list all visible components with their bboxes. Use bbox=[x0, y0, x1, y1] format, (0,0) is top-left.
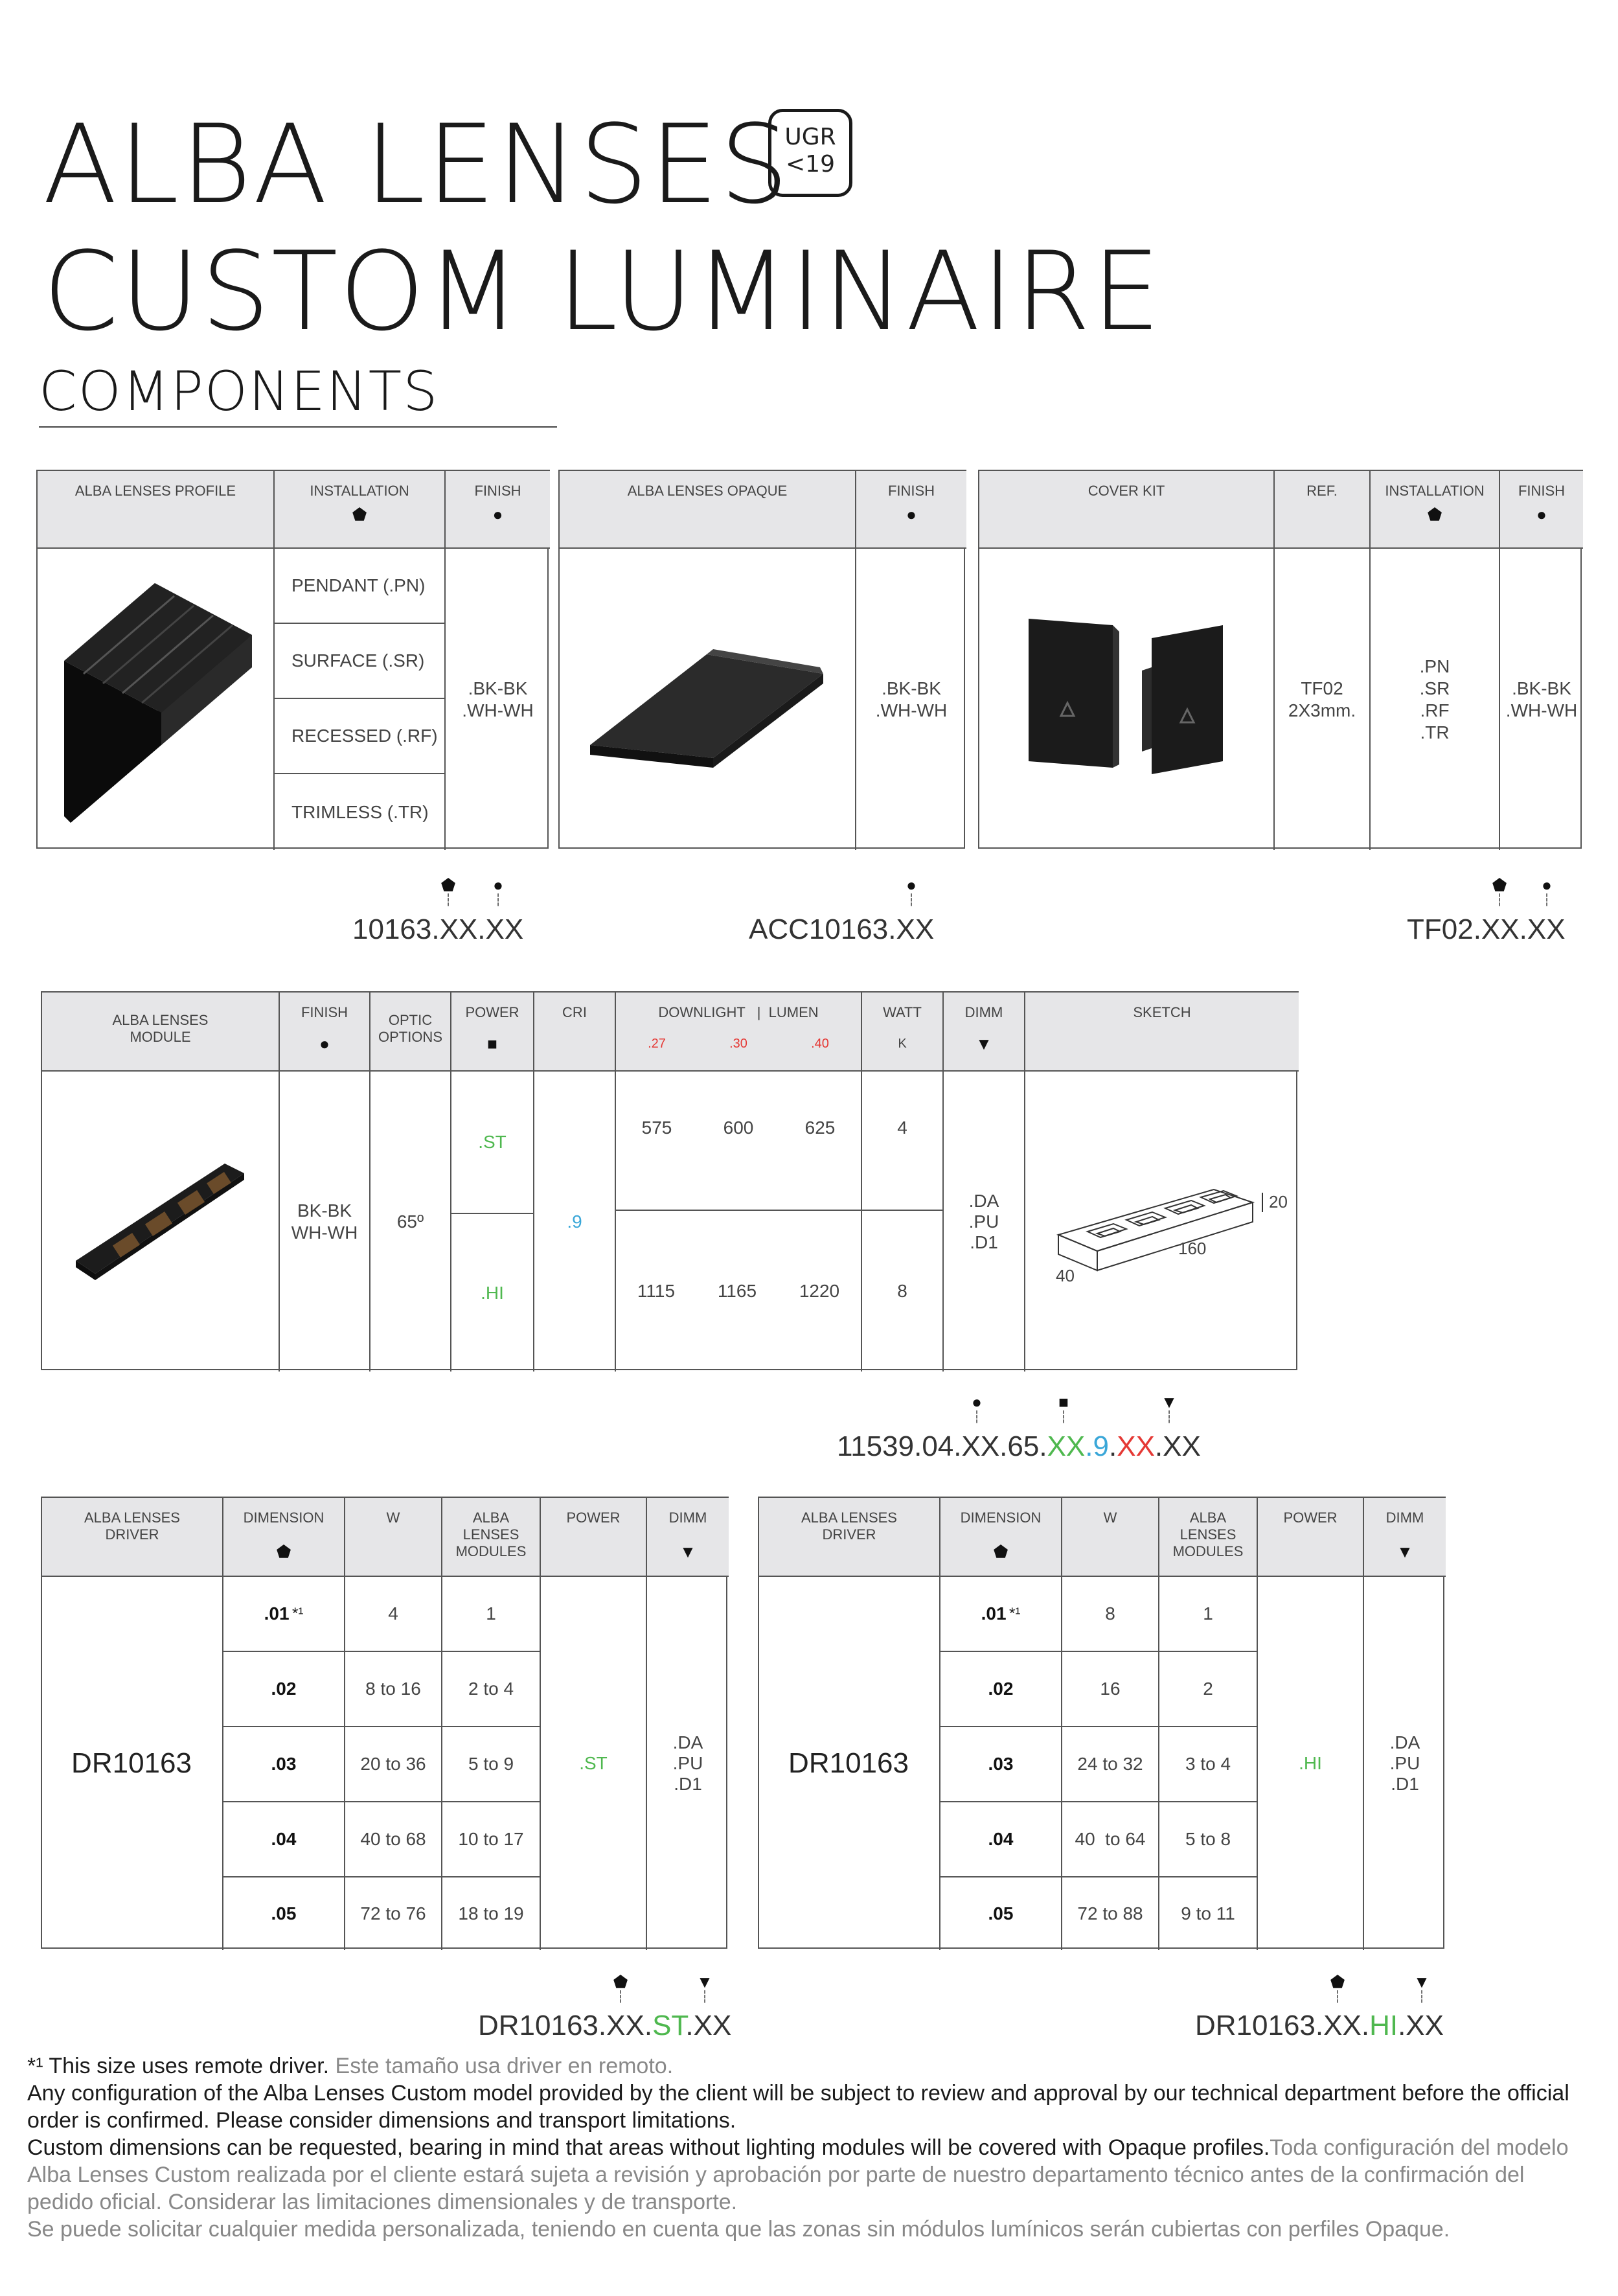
driver-col-label: ALBA LENSES bbox=[84, 1510, 180, 1526]
dimm-code: .D1 bbox=[1391, 1774, 1419, 1794]
custom-note-en: Custom dimensions can be requested, bearing in mind that areas without lighting modules will be covered with Opaque profiles. bbox=[27, 2135, 1270, 2160]
lumen-value: 1115 bbox=[637, 1281, 676, 1301]
finish-option: WH-WH bbox=[291, 1222, 358, 1243]
modules-col-label: ALBA bbox=[1189, 1510, 1227, 1526]
dimension-code: .04 bbox=[988, 1829, 1014, 1849]
driver-st-code bbox=[478, 2010, 731, 2042]
driver-col-header bbox=[758, 1497, 939, 1576]
dimm-code: .D1 bbox=[970, 1232, 998, 1252]
watt-value: 4 bbox=[897, 1118, 907, 1138]
sketch-height-label: 20 bbox=[1269, 1191, 1288, 1211]
driver-modules-cell: 9 to 11 bbox=[1158, 1876, 1257, 1950]
dimension-col-header bbox=[939, 1497, 1061, 1576]
driver-row-04 bbox=[939, 1801, 1061, 1876]
installation-marker: ⬟ ┆ bbox=[440, 875, 456, 906]
ref-col-header bbox=[1273, 470, 1369, 547]
lumen-hi-row bbox=[616, 1280, 861, 1302]
watt-value: 8 bbox=[897, 1281, 907, 1301]
dimm-col-label: DIMM bbox=[668, 1510, 707, 1526]
triangle-icon: ▼ bbox=[679, 1542, 696, 1561]
driver-code-power: ST bbox=[652, 2010, 686, 2041]
driver-w-cell: 40 to 68 bbox=[344, 1801, 441, 1876]
driver-hi-code bbox=[1195, 2010, 1444, 2042]
driver-name: DR10163 bbox=[788, 1747, 909, 1779]
profile-code: 10163.XX.XX bbox=[352, 913, 524, 945]
driver-modules-cell: 3 to 4 bbox=[1158, 1726, 1257, 1801]
driver-w-cell: 20 to 36 bbox=[344, 1726, 441, 1801]
installation-option-pendant: PENDANT (.PN) bbox=[273, 547, 444, 623]
dimension-code: .01 bbox=[981, 1603, 1007, 1624]
finish-option: .BK-BK bbox=[1512, 678, 1571, 698]
profile-table bbox=[36, 470, 549, 849]
installation-col-label: INSTALLATION bbox=[1385, 483, 1485, 499]
installation-code: .RF bbox=[1420, 700, 1450, 720]
finish-option: .WH-WH bbox=[462, 700, 534, 720]
driver-hi-table bbox=[758, 1497, 1444, 1949]
opaque-code: ACC10163.XX bbox=[749, 913, 935, 945]
driver-power-value: .ST bbox=[579, 1753, 608, 1773]
lumen-hi-cell bbox=[615, 1210, 861, 1372]
review-note-en: Any configuration of the Alba Lenses Custom model provided by the client will be subject to review and approval by our technical department before the official order is confirmed. Please consider dimensions and transport limitations. bbox=[27, 2081, 1569, 2133]
finish-option: .BK-BK bbox=[882, 678, 941, 698]
circle-icon: ● bbox=[492, 505, 503, 524]
installation-col-header bbox=[1369, 470, 1499, 547]
driver-modules-cell: 1 bbox=[441, 1576, 540, 1651]
sketch-col-label: SKETCH bbox=[1133, 1004, 1191, 1020]
profile-image-cell bbox=[36, 547, 273, 850]
dimm-code: .DA bbox=[672, 1732, 703, 1752]
dimension-code: .04 bbox=[271, 1829, 297, 1849]
opaque-finish-cell bbox=[855, 547, 966, 850]
finish-option: .BK-BK bbox=[468, 678, 528, 698]
driver-row-03 bbox=[939, 1726, 1061, 1801]
custom-note bbox=[27, 2134, 1595, 2216]
sketch-col-header bbox=[1024, 991, 1299, 1070]
watt-st-cell bbox=[861, 1070, 942, 1210]
dimm-col-header bbox=[646, 1497, 729, 1576]
remote-note-mark: *¹ bbox=[292, 1605, 304, 1622]
modules-col-header bbox=[441, 1497, 540, 1576]
modules-col-label: MODULES bbox=[1172, 1543, 1244, 1559]
dimm-marker: ▼ ┆ bbox=[696, 1972, 713, 2003]
module-code-cri: .9 bbox=[1085, 1430, 1109, 1462]
driver-code-part: .XX bbox=[685, 2010, 732, 2041]
section-subtitle: COMPONENTS bbox=[39, 360, 439, 423]
power-col-header bbox=[540, 1497, 646, 1576]
dimm-col-header bbox=[1363, 1497, 1446, 1576]
remote-driver-note bbox=[27, 2052, 1595, 2080]
driver-w-cell: 24 to 32 bbox=[1061, 1726, 1158, 1801]
module-finish-cell bbox=[279, 1070, 369, 1372]
module-dimm-cell bbox=[942, 1070, 1024, 1372]
installation-code: .TR bbox=[1420, 722, 1450, 742]
dimm-code: .D1 bbox=[674, 1774, 702, 1794]
cover-ref-cell bbox=[1273, 547, 1369, 850]
driver-row-02 bbox=[939, 1651, 1061, 1726]
subtitle-divider bbox=[39, 426, 557, 428]
finish-col-header bbox=[1499, 470, 1583, 547]
driver-modules-cell: 1 bbox=[1158, 1576, 1257, 1651]
driver-name-cell bbox=[758, 1576, 939, 1950]
dimm-marker: ▼ ┆ bbox=[1161, 1392, 1178, 1423]
finish-col-label: FINISH bbox=[1518, 483, 1566, 499]
power-col-label: POWER bbox=[566, 1510, 621, 1526]
modules-col-label: LENSES bbox=[1179, 1526, 1236, 1543]
ref-col-label: REF. bbox=[1306, 483, 1338, 499]
w-col-header bbox=[344, 1497, 441, 1576]
driver-code-part: DR10163.XX. bbox=[478, 2010, 653, 2041]
dimm-col-label: DIMM bbox=[1385, 1510, 1424, 1526]
profile-col-header bbox=[36, 470, 273, 547]
opaque-image bbox=[584, 628, 830, 771]
power-marker: ■ ┆ bbox=[1058, 1392, 1069, 1423]
lumen-value: 600 bbox=[723, 1118, 754, 1138]
lumen-value: 575 bbox=[641, 1118, 672, 1138]
w-col-label: W bbox=[1103, 1510, 1117, 1526]
power-st-value: .ST bbox=[478, 1132, 507, 1152]
optic-value: 65º bbox=[396, 1211, 424, 1232]
driver-power-cell bbox=[1257, 1576, 1363, 1950]
pentagon-icon: ⬟ bbox=[352, 505, 367, 524]
dimm-col-label: DIMM bbox=[964, 1004, 1003, 1020]
lumen-value: 625 bbox=[804, 1118, 836, 1138]
downlight-col-header bbox=[615, 991, 861, 1070]
cover-kit-table bbox=[978, 470, 1582, 849]
dimm-code: .DA bbox=[1389, 1732, 1420, 1752]
finish-marker: ● ┆ bbox=[493, 875, 503, 906]
cover-col-label: COVER KIT bbox=[1088, 483, 1165, 499]
dimm-code: .DA bbox=[968, 1190, 999, 1211]
circle-icon: ● bbox=[1536, 505, 1547, 524]
module-code-part: . bbox=[1108, 1430, 1117, 1462]
cover-installation-cell bbox=[1369, 547, 1499, 850]
driver-modules-cell: 2 bbox=[1158, 1651, 1257, 1726]
ugr-badge bbox=[768, 109, 852, 197]
driver-row-01 bbox=[939, 1576, 1061, 1651]
driver-col-header bbox=[41, 1497, 222, 1576]
installation-option-recessed: RECESSED (.RF) bbox=[273, 698, 444, 773]
footnotes bbox=[27, 2052, 1595, 2243]
driver-code-part: .XX bbox=[1398, 2010, 1444, 2041]
cct-row bbox=[616, 1035, 861, 1052]
profile-finish-cell bbox=[444, 547, 550, 850]
dimension-col-label: DIMENSION bbox=[960, 1510, 1042, 1526]
circle-icon: ● bbox=[906, 505, 917, 524]
power-col-header bbox=[1257, 1497, 1363, 1576]
lumen-st-cell bbox=[615, 1070, 861, 1210]
watt-col-header bbox=[861, 991, 942, 1070]
profile-col-label: ALBA LENSES PROFILE bbox=[74, 483, 236, 499]
ugr-badge-line2: <19 bbox=[786, 151, 835, 178]
driver-w-cell: 40 to 64 bbox=[1061, 1801, 1158, 1876]
pentagon-icon: ⬟ bbox=[276, 1542, 291, 1561]
watt-col-label: WATT bbox=[883, 1004, 922, 1020]
w-col-header bbox=[1061, 1497, 1158, 1576]
module-code-part: 11539.04.XX.65. bbox=[837, 1430, 1047, 1462]
driver-modules-cell: 10 to 17 bbox=[441, 1801, 540, 1876]
remote-note-es: Este tamaño usa driver en remoto. bbox=[335, 2054, 674, 2078]
driver-w-cell: 72 to 88 bbox=[1061, 1876, 1158, 1950]
cri-col-label: CRI bbox=[562, 1004, 587, 1020]
finish-marker: ● ┆ bbox=[906, 875, 917, 906]
dimension-code: .05 bbox=[271, 1903, 297, 1923]
modules-col-label: ALBA bbox=[472, 1510, 510, 1526]
opaque-col-label: ALBA LENSES OPAQUE bbox=[627, 483, 788, 499]
driver-row-03 bbox=[222, 1726, 344, 1801]
lumen-value: 1165 bbox=[717, 1281, 757, 1301]
driver-w-cell: 72 to 76 bbox=[344, 1876, 441, 1950]
cover-ref: TF02 bbox=[1301, 678, 1343, 698]
dimension-col-header bbox=[222, 1497, 344, 1576]
module-col-label: ALBA LENSES bbox=[112, 1012, 209, 1028]
driver-row-02 bbox=[222, 1651, 344, 1726]
opaque-image-cell bbox=[558, 547, 855, 850]
driver-col-label: DRIVER bbox=[822, 1526, 876, 1543]
finish-col-label: FINISH bbox=[301, 1004, 348, 1020]
dimm-code: .PU bbox=[968, 1211, 999, 1232]
opaque-table bbox=[558, 470, 965, 849]
cct-label: .40 bbox=[811, 1037, 829, 1051]
sketch-length-label: 160 bbox=[1178, 1238, 1207, 1258]
modules-col-header bbox=[1158, 1497, 1257, 1576]
finish-col-header bbox=[279, 991, 369, 1070]
power-hi-value: .HI bbox=[481, 1282, 504, 1303]
power-col-header bbox=[450, 991, 533, 1070]
sketch-width-label: 40 bbox=[1056, 1265, 1075, 1285]
cover-kit-image bbox=[1016, 612, 1236, 787]
installation-marker: ⬟ ┆ bbox=[1492, 875, 1507, 906]
driver-power-cell bbox=[540, 1576, 646, 1950]
driver-w-cell: 4 bbox=[344, 1576, 441, 1651]
finish-option: .WH-WH bbox=[1505, 700, 1578, 720]
driver-modules-cell: 18 to 19 bbox=[441, 1876, 540, 1950]
cover-image-cell bbox=[978, 547, 1273, 850]
finish-option: .WH-WH bbox=[875, 700, 948, 720]
opaque-col-header bbox=[558, 470, 855, 547]
driver-modules-cell: 5 to 9 bbox=[441, 1726, 540, 1801]
circle-icon: ● bbox=[319, 1034, 330, 1053]
remote-note-mark: *¹ bbox=[1009, 1605, 1021, 1622]
driver-dimm-cell bbox=[1363, 1576, 1446, 1950]
cover-col-header bbox=[978, 470, 1273, 547]
installation-option-surface: SURFACE (.SR) bbox=[273, 623, 444, 698]
installation-col-header bbox=[273, 470, 444, 547]
dimension-code: .03 bbox=[271, 1754, 297, 1774]
optic-col-label: OPTIC bbox=[388, 1012, 433, 1028]
cover-ref-size: 2X3mm. bbox=[1288, 700, 1356, 720]
finish-marker: ● ┆ bbox=[972, 1392, 982, 1423]
module-col-header bbox=[41, 991, 279, 1070]
dimension-marker: ⬟ ┆ bbox=[1330, 1972, 1345, 2003]
custom-note-es: Se puede solicitar cualquier medida personalizada, teniendo en cuenta que las zonas sin módulos lumínicos serán cubiertas con perfiles Opaque. bbox=[27, 2217, 1450, 2242]
dimm-marker: ▼ ┆ bbox=[1413, 1972, 1430, 2003]
cri-cell bbox=[533, 1070, 615, 1372]
driver-col-label: DRIVER bbox=[105, 1526, 159, 1543]
driver-row-04 bbox=[222, 1801, 344, 1876]
module-optic-cell bbox=[369, 1070, 450, 1372]
remote-note-en: *¹ This size uses remote driver. bbox=[27, 2054, 336, 2078]
dimension-marker: ⬟ ┆ bbox=[613, 1972, 628, 2003]
driver-w-cell: 8 bbox=[1061, 1576, 1158, 1651]
finish-col-header bbox=[444, 470, 550, 547]
cover-finish-cell bbox=[1499, 547, 1583, 850]
module-image bbox=[63, 1151, 257, 1293]
finish-marker: ● ┆ bbox=[1542, 875, 1552, 906]
modules-col-label: LENSES bbox=[462, 1526, 519, 1543]
triangle-icon: ▼ bbox=[1396, 1542, 1413, 1561]
finish-option: BK-BK bbox=[297, 1200, 352, 1221]
driver-st-table bbox=[41, 1497, 727, 1949]
driver-row-01 bbox=[222, 1576, 344, 1651]
module-col-label: MODULE bbox=[130, 1029, 191, 1045]
driver-row-05 bbox=[222, 1876, 344, 1950]
w-col-label: W bbox=[386, 1510, 400, 1526]
driver-modules-cell: 2 to 4 bbox=[441, 1651, 540, 1726]
driver-power-value: .HI bbox=[1299, 1753, 1322, 1773]
module-code bbox=[837, 1430, 1201, 1463]
watt-hi-cell bbox=[861, 1210, 942, 1372]
module-code-part: .XX bbox=[1154, 1430, 1201, 1462]
ugr-badge-line1: UGR bbox=[784, 124, 836, 150]
dimm-code: .PU bbox=[672, 1753, 703, 1773]
dimension-code: .03 bbox=[988, 1754, 1014, 1774]
review-note-es: Toda configuración del modelo Alba Lenses Custom realizada por el cliente estará sujeta a revisión y aprobación por parte de nuestro departamento técnico antes de la confirmación del pedido oficial. Considerar las limitaciones dimensionales y de transporte. bbox=[27, 2135, 1569, 2214]
sketch-cell bbox=[1024, 1070, 1299, 1372]
driver-w-cell: 8 to 16 bbox=[344, 1651, 441, 1726]
cover-code: TF02.XX.XX bbox=[1407, 913, 1566, 945]
dimension-code: .02 bbox=[988, 1679, 1014, 1699]
downlight-col-label: DOWNLIGHT | LUMEN bbox=[658, 1004, 819, 1020]
dimension-code: .01 bbox=[264, 1603, 290, 1624]
dimension-col-label: DIMENSION bbox=[243, 1510, 325, 1526]
installation-code: .SR bbox=[1419, 678, 1450, 698]
module-code-cct: XX bbox=[1117, 1430, 1155, 1462]
driver-w-cell: 16 bbox=[1061, 1651, 1158, 1726]
dimension-code: .02 bbox=[271, 1679, 297, 1699]
dimm-col-header bbox=[942, 991, 1024, 1070]
pentagon-icon: ⬟ bbox=[993, 1542, 1008, 1561]
driver-code-power: HI bbox=[1369, 2010, 1398, 2041]
lumen-st-row bbox=[616, 1117, 861, 1139]
driver-name-cell bbox=[41, 1576, 222, 1950]
page-title-line2: CUSTOM LUMINAIRE bbox=[43, 228, 1162, 355]
power-st-cell bbox=[450, 1070, 533, 1213]
module-table bbox=[41, 991, 1297, 1370]
lumen-value: 1220 bbox=[799, 1281, 840, 1301]
power-col-label: POWER bbox=[465, 1004, 519, 1020]
cri-value: .9 bbox=[567, 1211, 582, 1232]
square-icon: ■ bbox=[487, 1034, 497, 1053]
pentagon-icon: ⬟ bbox=[1427, 505, 1442, 524]
installation-code: .PN bbox=[1419, 656, 1450, 676]
dimm-code: .PU bbox=[1389, 1753, 1420, 1773]
optic-col-label: OPTIONS bbox=[378, 1029, 442, 1045]
triangle-icon: ▼ bbox=[975, 1034, 992, 1053]
power-hi-cell bbox=[450, 1213, 533, 1372]
driver-name: DR10163 bbox=[71, 1747, 192, 1779]
page-title-line1: ALBA LENSES bbox=[43, 101, 790, 228]
driver-row-05 bbox=[939, 1876, 1061, 1950]
module-code-power: XX bbox=[1047, 1430, 1086, 1462]
installation-col-label: INSTALLATION bbox=[310, 483, 409, 499]
driver-code-part: DR10163.XX. bbox=[1195, 2010, 1370, 2041]
cri-col-header bbox=[533, 991, 615, 1070]
finish-col-label: FINISH bbox=[474, 483, 521, 499]
driver-col-label: ALBA LENSES bbox=[801, 1510, 897, 1526]
dimension-code: .05 bbox=[988, 1903, 1014, 1923]
cct-label: .27 bbox=[648, 1037, 666, 1051]
driver-modules-cell: 5 to 8 bbox=[1158, 1801, 1257, 1876]
watt-unit-label: K bbox=[898, 1037, 907, 1051]
finish-col-header bbox=[855, 470, 966, 547]
profile-image bbox=[58, 577, 252, 823]
modules-col-label: MODULES bbox=[455, 1543, 527, 1559]
optic-col-header bbox=[369, 991, 450, 1070]
module-image-cell bbox=[41, 1070, 279, 1372]
driver-dimm-cell bbox=[646, 1576, 729, 1950]
installation-option-trimless: TRIMLESS (.TR) bbox=[273, 773, 444, 850]
power-col-label: POWER bbox=[1283, 1510, 1338, 1526]
cct-label: .30 bbox=[729, 1037, 747, 1051]
finish-col-label: FINISH bbox=[887, 483, 935, 499]
module-sketch bbox=[1032, 1125, 1292, 1319]
